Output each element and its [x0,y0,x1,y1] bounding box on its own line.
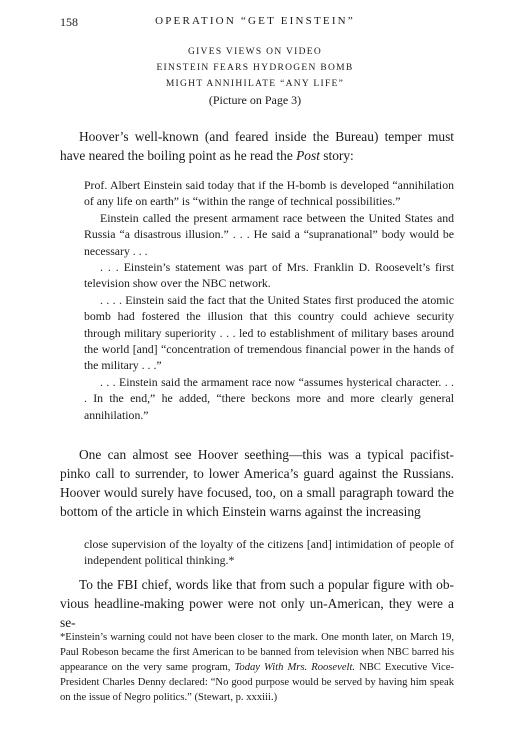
headline-picture-note: (Picture on Page 3) [208,93,302,107]
para1-text-start: Hoover’s well-known (and feared inside the Bureau) temper must have neared the boiling point as he read the [60,129,454,163]
quote2-paragraph [84,536,454,569]
footnote [60,630,454,705]
para1-text-end: story: [319,148,354,163]
block-quote-2 [84,536,454,569]
quote-paragraph-1: Prof. Albert Einstein said today that if the H-bomb is developed “annihilation of any life on earth” is “within the range of technical possibilities.” [84,178,454,209]
newspaper-headlines [0,44,510,109]
quote-paragraph-2: Einstein called the present armament race between the United States and Russia “a disastrous illusion.” . . . He said a “supranational” body would be necessary . . . [84,210,454,258]
headline-line-1: GIVES VIEWS ON VIDEO [187,47,323,57]
quote-paragraph-5: . . . Einstein said the armament race now “assumes hysterical character. . . . In the end,” he added, “there beckons more and more clearly general annihilation.” [84,374,454,422]
running-head: OPERATION “GET EINSTEIN” [155,15,355,27]
footnote-text-end: NBC Executive Vice-President Charles Denny declared: “No good purpose would be served by having him speak on the issue of Negro politics.” (Stewart, p. xxxiii.) [60,662,454,703]
block-quote-1 [84,177,454,423]
headline-line-3: MIGHT ANNIHILATE “ANY LIFE” [165,79,345,89]
program-title: Today With Mrs. Roosevelt. [234,662,356,673]
newspaper-name: Post [296,148,320,163]
quote-paragraph-4: . . . . Einstein said the fact that the United States first produced the atomic bomb had fostered the illusion that this country could achieve security through military superiority . . . led to establishment of military bases around the world [and] “concentration of tremendous financial power in the hands of the military . . .” [84,292,454,373]
headline-line-2: EINSTEIN FEARS HYDROGEN BOMB [156,63,354,73]
footnote-text-start: *Einstein’s warning could not have been closer to the mark. One month later, on March 19, Paul Robeson became the first American to be banned from television when NBC barred his appearance on the very same program, [60,632,454,673]
body-paragraph-3: To the FBI chief, words like that from such a popular figure with obvious headline-making power were not only un-American, they were a se- [60,577,454,630]
footnote-marker: * [228,553,235,568]
page-number: 158 [60,15,78,29]
quote-paragraph-3: . . . Einstein’s statement was part of Mrs. Franklin D. Roosevelt’s first television show over the NBC network. [84,260,454,291]
quote2-text: close supervision of the loyalty of the citizens [and] intimidation of people of independent political thinking. [84,537,454,568]
body-paragraph-2: One can almost see Hoover seething—this was a typical pacifist-pinko call to surrender, to lower America’s guard against the Russians. Hoover would surely have focused, too, on a small paragraph toward the bottom of the article in which Einstein warns against the increasing [60,447,454,519]
body-paragraph-1 [60,127,454,165]
